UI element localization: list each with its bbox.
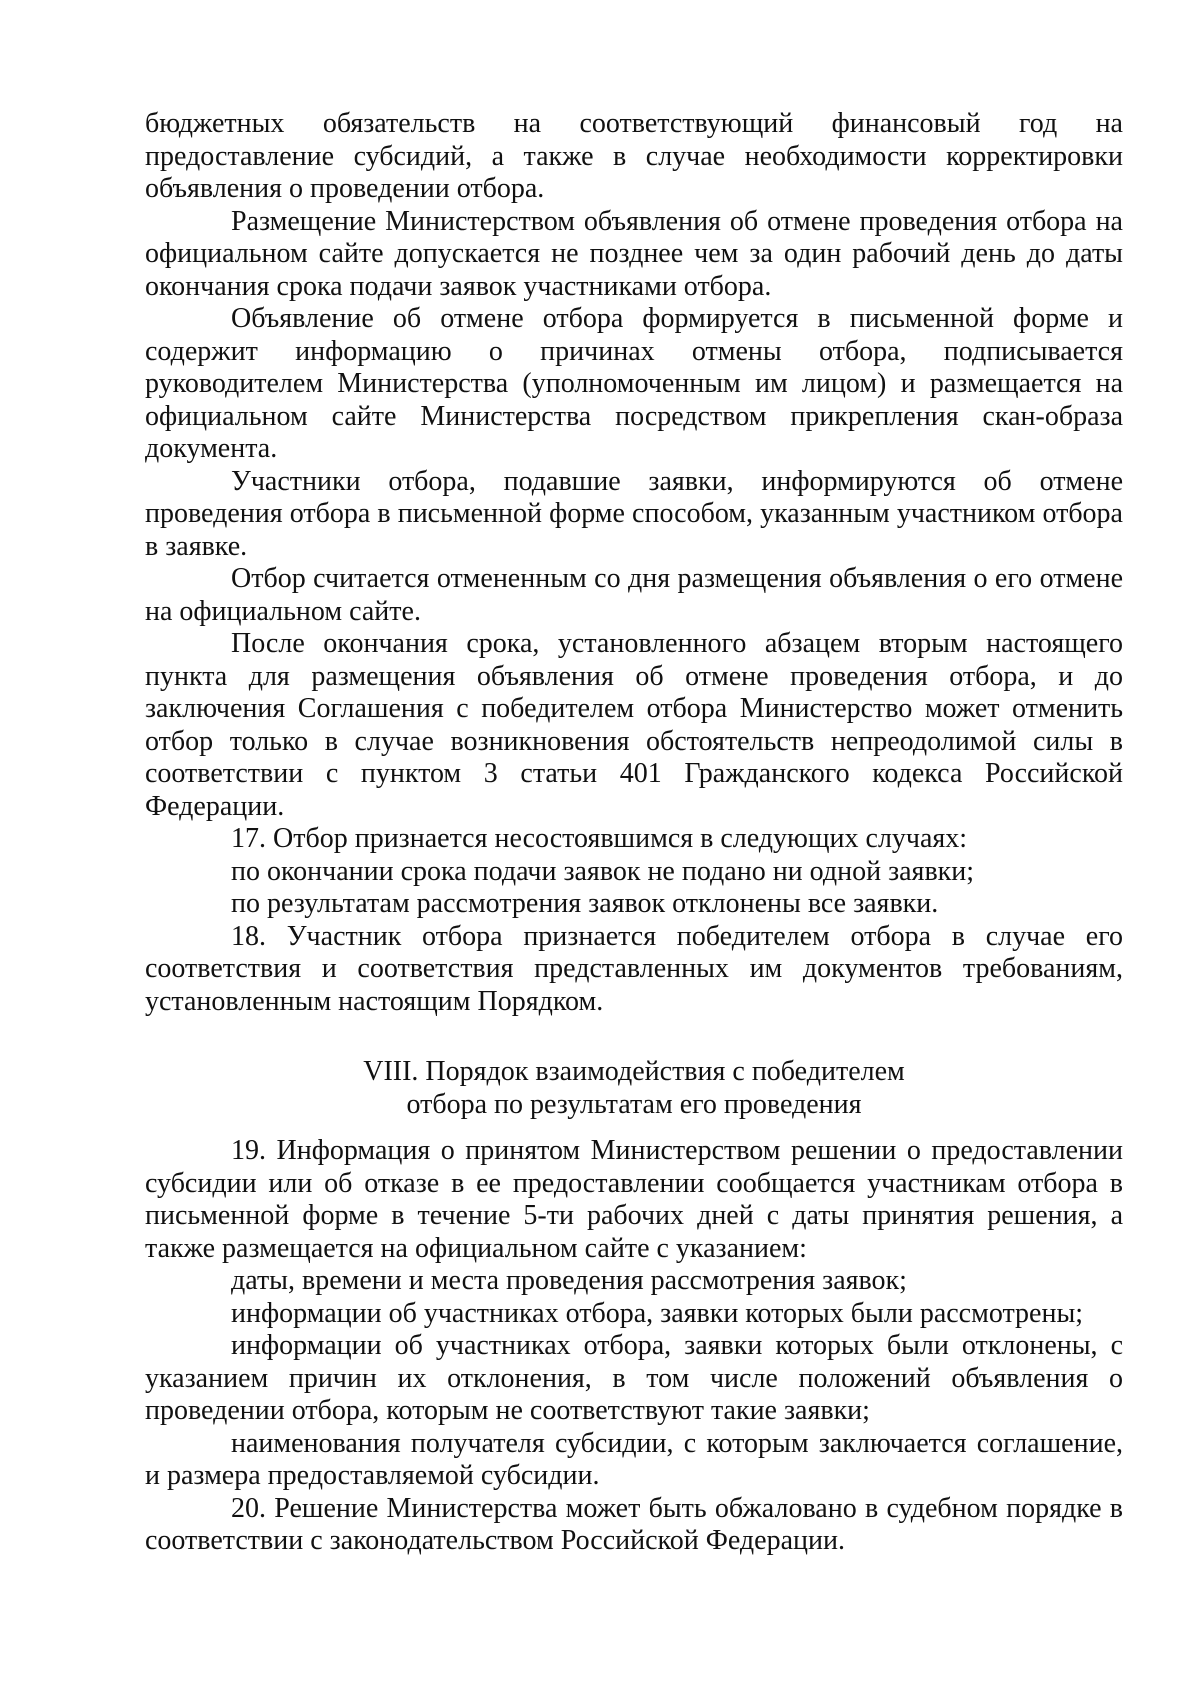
section-heading-line-2: отбора по результатам его проведения (406, 1088, 862, 1120)
paragraph-force-majeure: После окончания срока, установленного абзацем вторым настоящего пункта для размещения объявления об отмене проведения отбора, и до заключения Соглашения с победителем отбора Министерство может отменить отбор только в случае возникновения обстоятельств непреодолимой силы в соответствии с пунктом 3 статьи 401 Гражданского кодекса Российской Федерации. (145, 628, 1123, 822)
paragraph-participants-informed: Участники отбора, подавшие заявки, информируются об отмене проведения отбора в письменной форме способом, указанным участником отбора в заявке. (145, 465, 1123, 562)
paragraph-cancellation-posting: Размещение Министерством объявления об отмене проведения отбора на официальном сайте допускается не позднее чем за один рабочий день до даты окончания срока подачи заявок участниками отбора. (145, 205, 1123, 302)
paragraph-cancellation-notice: Объявление об отмене отбора формируется в письменной форме и содержит информацию о причинах отмены отбора, подписывается руководителем Министерства (уполномоченным им лицом) и размещается на официальном сайте Министерства посредством прикрепления скан-образа документа. (145, 303, 1123, 464)
paragraph-item-18: 18. Участник отбора признается победителем отбора в случае его соответствия и соответствия представленных им документов требованиям, установленным настоящим Порядком. (145, 920, 1123, 1017)
paragraph-item-17-case-1: по окончании срока подачи заявок не подано ни одной заявки; (231, 855, 975, 887)
section-heading (145, 1056, 1123, 1121)
paragraph-item-19: 19. Информация о принятом Министерством решении о предоставлении субсидии или об отказе в ее предоставлении сообщается участникам отбора в письменной форме в течение 5-ти рабочих дней с даты принятия решения, а также размещается на официальном сайте с указанием: (145, 1135, 1123, 1264)
paragraph-item-17: 17. Отбор признается несостоявшимся в следующих случаях: (231, 823, 968, 854)
paragraph-budget-obligations: бюджетных обязательств на соответствующий финансовый год на предоставление субсидий, а также в случае необходимости корректировки объявления о проведении отбора. (145, 108, 1123, 204)
document-page (145, 108, 1123, 1558)
paragraph-item-17-case-2: по результатам рассмотрения заявок отклонены все заявки. (231, 888, 939, 919)
paragraph-item-19-recipient: наименования получателя субсидии, с которым заключается соглашение, и размера предоставляемой субсидии. (145, 1427, 1123, 1491)
paragraph-item-19-reviewed: информации об участниках отбора, заявки которых были рассмотрены; (231, 1297, 1084, 1329)
paragraph-item-19-rejected: информации об участниках отбора, заявки которых были отклонены, с указанием причин их отклонения, в том числе положений объявления о проведении отбора, которым не соответствуют такие заявки; (145, 1330, 1123, 1426)
paragraph-item-19-date: даты, времени и места проведения рассмотрения заявок; (231, 1265, 907, 1296)
paragraph-item-20: 20. Решение Министерства может быть обжаловано в судебном порядке в соответствии с законодательством Российской Федерации. (145, 1492, 1123, 1556)
paragraph-selection-cancelled: Отбор считается отмененным со дня размещения объявления о его отмене на официальном сайте. (145, 563, 1123, 627)
section-heading-line-1: VIII. Порядок взаимодействия с победителем (363, 1056, 905, 1087)
